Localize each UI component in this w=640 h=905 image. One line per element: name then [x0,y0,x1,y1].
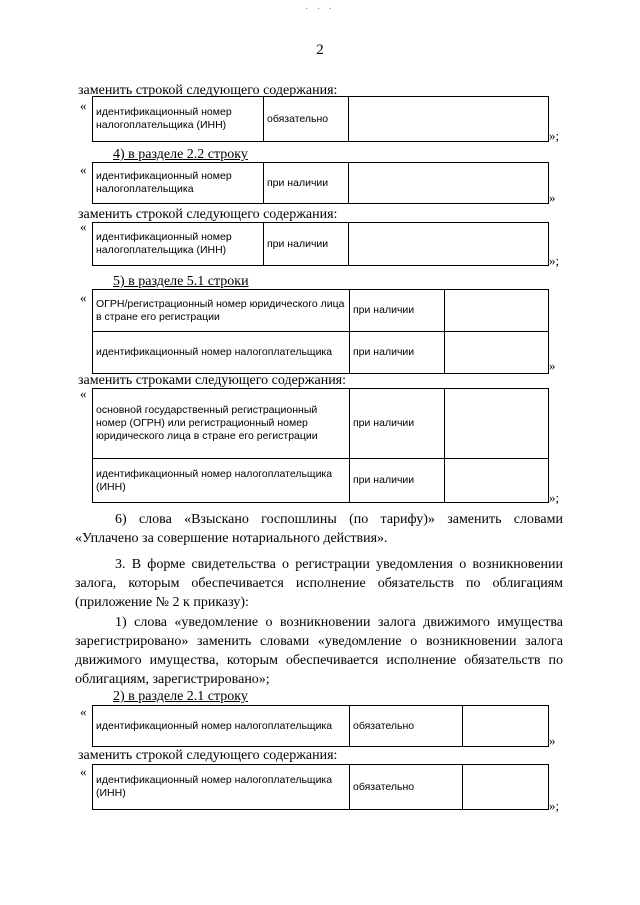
open-quote: « [80,290,87,305]
table-4-row-2-status: при наличии [350,332,445,374]
table-6-cell-status: обязательно [350,706,463,747]
table-5-row-2-name: идентификационный номер налогоплательщика (ИНН) [93,459,350,503]
table-7-cell-status: обязательно [350,765,463,810]
table-1 [92,96,549,142]
table-1-cell-status: обязательно [264,97,349,142]
table-4-row-2-empty [445,332,549,374]
table-2 [92,162,549,204]
table-6-cell-name: идентификационный номер налогоплательщика [93,706,350,747]
item-2-line: 2) в разделе 2.1 строку [113,689,248,704]
item-4-line: 4) в разделе 2.2 строку [113,147,248,162]
table-3-cell-empty [349,223,549,266]
table-2-cell-empty [349,163,549,204]
close-quote: » [549,190,556,205]
close-quote-semicolon: »; [549,253,560,268]
close-quote: » [549,358,556,373]
table-3 [92,222,549,266]
table-5-row-1-status: при наличии [350,389,445,459]
page-number: 2 [316,42,324,58]
table-4-row-1-name: ОГРН/регистрационный номер юридического лица в стране его регистрации [93,290,350,332]
replace-row-line-1: заменить строкой следующего содержания: [78,83,338,98]
open-quote: « [80,764,87,779]
table-4-row-1-empty [445,290,549,332]
table-7 [92,764,549,810]
table-1-cell-name: идентификационный номер налогоплательщика (ИНН) [93,97,264,142]
table-5-row-1-name: основной государственный регистрационный номер (ОГРН) или регистрационный номер юридического лица в стране его регистрации [93,389,350,459]
scan-artifact: · · · [305,4,335,15]
table-5-row-1-empty [445,389,549,459]
table-2-cell-name: идентификационный номер налогоплательщика [93,163,264,204]
table-4 [92,289,549,374]
paragraph-6: 6) слова «Взыскано госпошлины (по тарифу)» заменить словами «Уплачено за совершение нотариального действия». [75,512,563,546]
table-4-row-2-name: идентификационный номер налогоплательщика [93,332,350,374]
table-6 [92,705,549,747]
table-4-row-1-status: при наличии [350,290,445,332]
table-7-cell-name: идентификационный номер налогоплательщика (ИНН) [93,765,350,810]
table-2-cell-status: при наличии [264,163,349,204]
paragraph-1: 1) слова «уведомление о возникновении залога движимого имущества зарегистрировано» заменить словами «уведомление о возникновении залога движимого имущества, которым обеспечивается исполнение обязательств по облигациям, зарегистрировано»; [75,615,563,687]
close-quote: » [549,733,556,748]
replace-row-line-2: заменить строкой следующего содержания: [78,207,338,222]
table-1-cell-empty [349,97,549,142]
open-quote: « [80,219,87,234]
table-6-cell-empty [463,706,549,747]
open-quote: « [80,162,87,177]
open-quote: « [80,386,87,401]
open-quote: « [80,98,87,113]
open-quote: « [80,704,87,719]
table-7-cell-empty [463,765,549,810]
close-quote-semicolon: »; [549,798,560,813]
table-5-row-2-status: при наличии [350,459,445,503]
table-3-cell-status: при наличии [264,223,349,266]
paragraph-3: 3. В форме свидетельства о регистрации уведомления о возникновении залога, которым обеспечивается исполнение обязательств по облигациям (приложение № 2 к приказу): [75,557,563,610]
table-3-cell-name: идентификационный номер налогоплательщика (ИНН) [93,223,264,266]
item-5-line: 5) в разделе 5.1 строки [113,274,249,289]
replace-rows-line: заменить строками следующего содержания: [78,373,347,388]
replace-row-line-3: заменить строкой следующего содержания: [78,748,338,763]
close-quote-semicolon: »; [549,490,560,505]
table-5 [92,388,549,503]
table-5-row-2-empty [445,459,549,503]
close-quote-semicolon: »; [549,128,560,143]
